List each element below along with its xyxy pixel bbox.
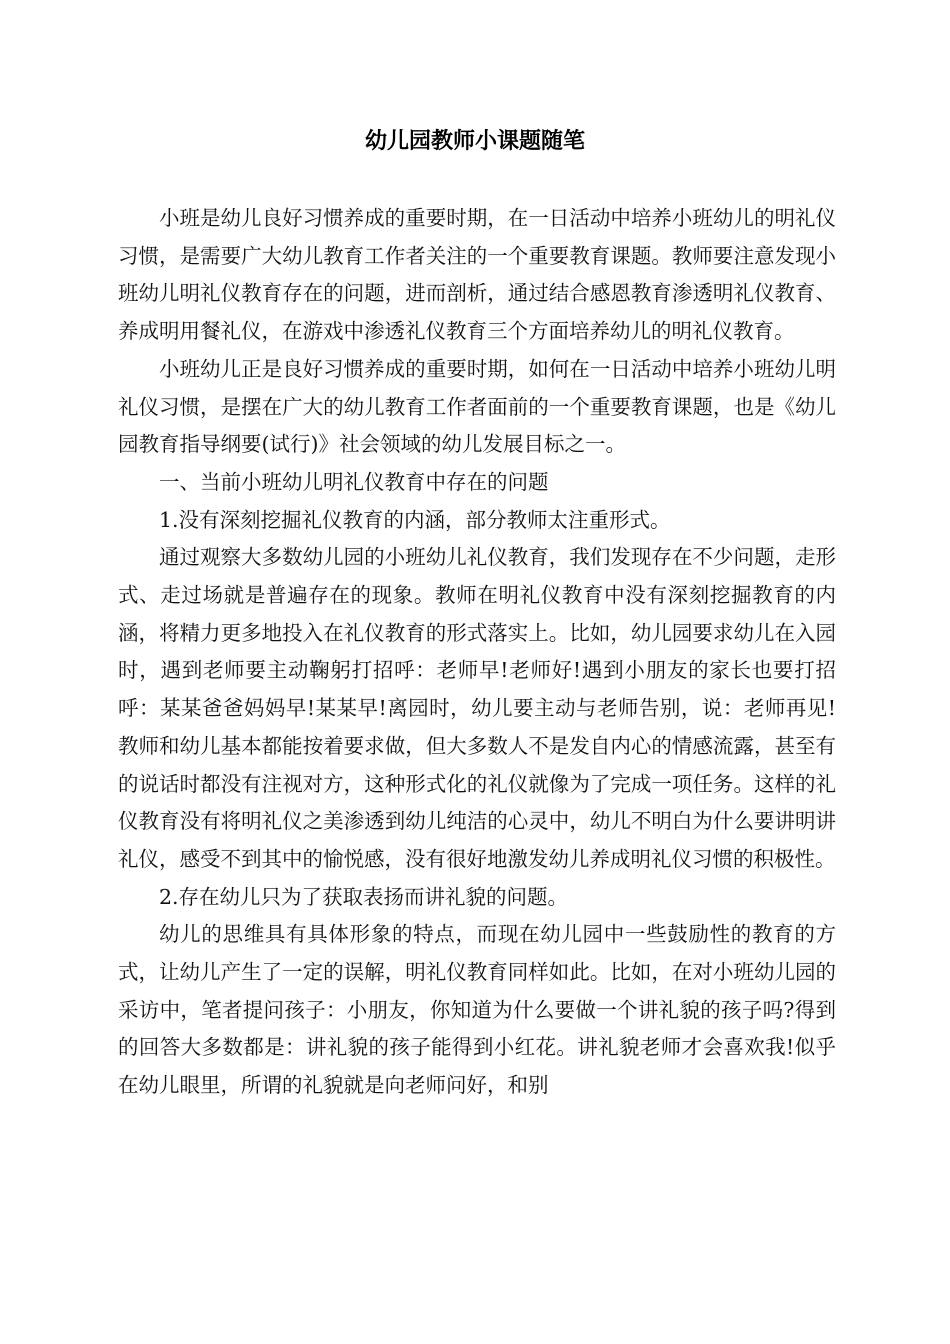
paragraph-observation: 通过观察大多数幼儿园的小班幼儿礼仪教育，我们发现存在不少问题，走形式、走过场就是普遍存在的现象。教师在明礼仪教育中没有深刻挖掘教育的内涵，将精力更多地投入在礼仪教育的形式落实上。比如，幼儿园要求幼儿在入园时，遇到老师要主动鞠躬打招呼：老师早!老师好!遇到小朋友的家长也要打招呼：某某爸爸妈妈早!某某早!离园时，幼儿要主动与老师告别，说：老师再见!教师和幼儿基本都能按着要求做，但大多数人不是发自内心的情感流露，甚至有的说话时都没有注视对方，这种形式化的礼仪就像为了完成一项任务。这样的礼仪教育没有将明礼仪之美渗透到幼儿纯洁的心灵中，幼儿不明白为什么要讲明讲礼仪，感受不到其中的愉悦感，没有很好地激发幼儿养成明礼仪习惯的积极性。 [118, 545, 836, 871]
document-title: 幼儿园教师小课题随笔 [364, 129, 585, 154]
paragraph-praise-issue: 幼儿的思维具有具体形象的特点，而现在幼儿园中一些鼓励性的教育的方式，让幼儿产生了一定的误解，明礼仪教育同样如此。比如，在对小班幼儿园的采访中，笔者提问孩子：小朋友，你知道为什么要做一个讲礼貌的孩子吗?得到的回答大多数都是：讲礼貌的孩子能得到小红花。讲礼貌老师才会喜欢我!似乎在幼儿眼里，所谓的礼貌就是向老师问好，和别 [118, 922, 836, 1098]
subsection-heading-2: 2.存在幼儿只为了获取表扬而讲礼貌的问题。 [159, 884, 569, 909]
paragraph-background: 小班幼儿正是良好习惯养成的重要时期，如何在一日活动中培养小班幼儿明礼仪习惯，是摆在广大的幼儿教育工作者面前的一个重要教育课题，也是《幼儿园教育指导纲要(试行)》社会领域的幼儿发展目标之一。 [118, 356, 836, 457]
section-heading-1: 一、当前小班幼儿明礼仪教育中存在的问题 [159, 469, 549, 494]
subsection-heading-1: 1.没有深刻挖掘礼仪教育的内涵，部分教师太注重形式。 [159, 507, 671, 532]
document-body [118, 200, 836, 1105]
paragraph-intro: 小班是幼儿良好习惯养成的重要时期，在一日活动中培养小班幼儿的明礼仪习惯，是需要广大幼儿教育工作者关注的一个重要教育课题。教师要注意发现小班幼儿明礼仪教育存在的问题，进而剖析，通过结合感恩教育渗透明礼仪教育、养成明用餐礼仪，在游戏中渗透礼仪教育三个方面培养幼儿的明礼仪教育。 [118, 206, 836, 344]
